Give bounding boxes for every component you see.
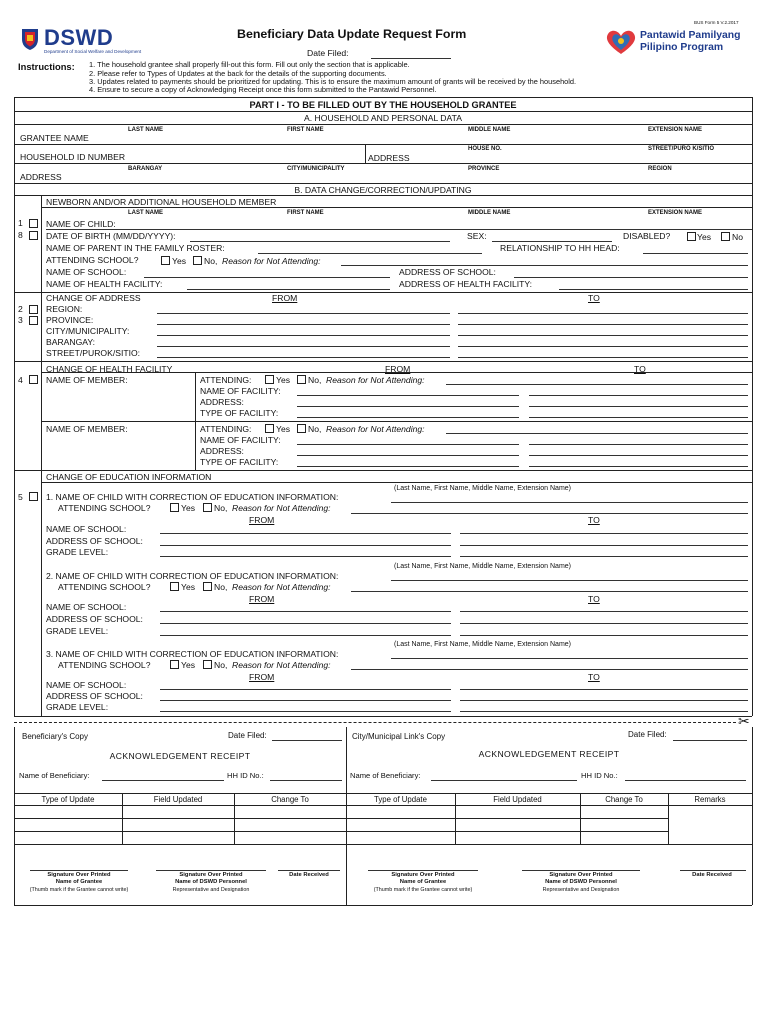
dswd-logo-subtitle: Department of Social Welfare and Development (44, 49, 142, 54)
relationship-field[interactable] (643, 253, 748, 254)
disabled-label: DISABLED? (623, 231, 671, 241)
health-yes-1-checkbox[interactable] (265, 375, 274, 384)
rule (14, 470, 752, 471)
edu-2-from-school[interactable] (160, 611, 451, 612)
health-from-facility-2[interactable] (297, 444, 519, 445)
addr-num-2: 2 (18, 304, 23, 314)
addr-checkbox-3[interactable] (29, 316, 38, 325)
health-reason-1-field[interactable] (446, 384, 748, 385)
receipt-right-col-remarks: Remarks (694, 795, 726, 804)
sub-region: REGION (648, 166, 672, 172)
sig-left-grantee-2: Name of Grantee (55, 879, 103, 885)
rule (14, 195, 752, 196)
date-received-right-line[interactable] (680, 870, 746, 871)
health-from-address-2[interactable] (297, 455, 519, 456)
edu-2-to-addr[interactable] (460, 623, 748, 624)
rule (14, 805, 346, 806)
receipt-left-title: ACKNOWLEDGEMENT RECEIPT (109, 751, 251, 761)
health-from-type-1[interactable] (297, 417, 519, 418)
rule (46, 229, 752, 230)
edu-2-yes-label: Yes (181, 582, 196, 592)
address-change-from: FROM (272, 293, 298, 303)
health-member-1-label: NAME OF MEMBER: (46, 375, 128, 385)
addr-health-field[interactable] (559, 289, 748, 290)
receipt-right-hhid-label: HH ID No.: (581, 771, 618, 780)
edu-2-grade-label: GRADE LEVEL: (46, 626, 109, 636)
edu-3-from: FROM (249, 672, 275, 682)
receipt-left-hhid-label: HH ID No.: (227, 771, 264, 780)
disabled-yes-checkbox[interactable] (687, 232, 696, 241)
pantawid-heart-icon (604, 28, 638, 56)
sub-city: CITY/MUNICIPALITY (287, 166, 345, 172)
education-num-5: 5 (18, 492, 23, 502)
edu-2-reason-label: Reason for Not Attending: (232, 582, 331, 592)
edu-1-from-grade[interactable] (160, 556, 451, 557)
edu-1-name-format: (Last Name, First Name, Middle Name, Extension Name) (394, 485, 571, 492)
edu-1-yes-checkbox[interactable] (170, 503, 179, 512)
rule (41, 482, 752, 483)
edu-2-from-grade[interactable] (160, 635, 451, 636)
addr-row-street: STREET/PUROK/SITIO: (46, 348, 141, 358)
address2-label: ADDRESS (20, 172, 62, 182)
addr-from-street[interactable] (157, 357, 450, 358)
addr-to-barangay[interactable] (458, 346, 748, 347)
health-to-facility-2[interactable] (529, 444, 748, 445)
health-checkbox-4[interactable] (29, 375, 38, 384)
sig-left-grantee-line[interactable] (30, 870, 128, 871)
rule (14, 111, 752, 112)
sig-left-personnel-1: Signature Over Printed (179, 872, 243, 878)
addr-from-barangay[interactable] (157, 346, 450, 347)
parent-field[interactable] (258, 253, 482, 254)
attending-yes-checkbox[interactable] (161, 256, 170, 265)
address-change-to: TO (588, 293, 600, 303)
instructions-label: Instructions: (18, 61, 75, 72)
edu-3-addr-label: ADDRESS OF SCHOOL: (46, 691, 143, 701)
edu-3-to-school[interactable] (460, 689, 748, 690)
rule (14, 361, 752, 362)
rule (14, 124, 752, 125)
nb-sub-middle: MIDDLE NAME (468, 210, 511, 216)
date-received-right-label: Date Received (692, 872, 732, 878)
edu-3-to: TO (588, 672, 600, 682)
education-checkbox-5[interactable] (29, 492, 38, 501)
receipt-right-name-label: Name of Beneficiary: (350, 771, 421, 780)
edu-3-child-label: 3. NAME OF CHILD WITH CORRECTION OF EDUCATION INFORMATION: (46, 649, 339, 659)
addr-to-city[interactable] (458, 335, 748, 336)
receipt-left-hhid-field[interactable] (270, 780, 342, 781)
edu-3-grade-label: GRADE LEVEL: (46, 702, 109, 712)
receipt-right-border (752, 727, 753, 905)
sub-middle-name: MIDDLE NAME (468, 127, 511, 133)
addr-row-barangay: BARANGAY: (46, 337, 96, 347)
edu-1-to: TO (588, 515, 600, 525)
health-facility-1-label: NAME OF FACILITY: (200, 386, 281, 396)
receipt-right-hhid-field[interactable] (625, 780, 746, 781)
sig-left-thumb-note: (Thumb mark if the Grantee cannot write) (29, 887, 129, 893)
sig-right-personnel-line[interactable] (522, 870, 640, 871)
attending-no-label: No, (204, 256, 218, 266)
addr-to-street[interactable] (458, 357, 748, 358)
disabled-no-checkbox[interactable] (721, 232, 730, 241)
health-yes-2-label: Yes (276, 424, 291, 434)
instruction-3: 3. Updates related to payments should be prioritized for updating. This is to ensure the maximum amount of grants will be received by the household. (89, 77, 577, 86)
rule (14, 844, 346, 845)
sig-right-grantee-line[interactable] (368, 870, 478, 871)
edu-1-to-addr[interactable] (460, 545, 748, 546)
edu-1-from-school[interactable] (160, 533, 451, 534)
health-yes-1-label: Yes (276, 375, 291, 385)
rule (14, 831, 346, 832)
edu-1-to-school[interactable] (460, 533, 748, 534)
addr-checkbox-2[interactable] (29, 305, 38, 314)
sub-province: PROVINCE (468, 166, 500, 172)
receipt-left-date-label: Date Filed: (228, 731, 267, 740)
health-address-1-label: ADDRESS: (200, 397, 244, 407)
edu-1-school-label: NAME OF SCHOOL: (46, 524, 127, 534)
health-member-2-label: NAME OF MEMBER: (46, 424, 128, 434)
number-column-divider (41, 195, 42, 716)
edu-3-reason-field[interactable] (351, 669, 748, 670)
sig-right-personnel-1: Signature Over Printed (549, 872, 613, 878)
date-received-left-label: Date Received (289, 872, 329, 878)
edu-3-name-format: (Last Name, First Name, Middle Name, Extension Name) (394, 641, 571, 648)
sig-left-grantee-1: Signature Over Printed (47, 872, 111, 878)
rule (346, 818, 668, 819)
edu-1-addr-label: ADDRESS OF SCHOOL: (46, 536, 143, 546)
sub-ext-name: EXTENSION NAME (648, 127, 703, 133)
health-change-title: CHANGE OF HEALTH FACILITY (46, 364, 173, 374)
rule (14, 163, 752, 164)
health-no-1-checkbox[interactable] (297, 375, 306, 384)
addr-from-region[interactable] (157, 313, 450, 314)
edu-3-school-label: NAME OF SCHOOL: (46, 680, 127, 690)
edu-3-to-addr[interactable] (460, 700, 748, 701)
address-change-title: CHANGE OF ADDRESS (46, 293, 141, 303)
receipt-left-date-field[interactable] (272, 740, 342, 741)
dswd-logo-mark (18, 27, 42, 51)
edu-3-to-grade[interactable] (460, 711, 748, 712)
section-a-title: A. HOUSEHOLD AND PERSONAL DATA (304, 113, 462, 123)
addr-from-city[interactable] (157, 335, 450, 336)
sig-right-rep-note: Representative and Designation (542, 887, 620, 893)
receipt-right-col-type: Type of Update (374, 795, 427, 804)
section-b-title: B. DATA CHANGE/CORRECTION/UPDATING (294, 185, 472, 195)
health-reason-1-label: Reason for Not Attending: (326, 375, 425, 385)
receipt-left-col-type: Type of Update (41, 795, 95, 804)
dob-field[interactable] (190, 241, 450, 242)
edu-2-child-label: 2. NAME OF CHILD WITH CORRECTION OF EDUCATION INFORMATION: (46, 571, 339, 581)
rule (346, 793, 752, 794)
parent-label: NAME OF PARENT IN THE FAMILY ROSTER: (46, 243, 225, 253)
edu-3-no-checkbox[interactable] (203, 660, 212, 669)
instruction-4: 4. Ensure to secure a copy of Acknowledging Receipt once this form submitted to the Pantawid Personnel. (89, 85, 437, 94)
pantawid-line1: Pantawid Pamilyang (640, 30, 741, 41)
rule (41, 372, 752, 373)
rule (14, 793, 346, 794)
rule (346, 844, 752, 845)
edu-3-reason-label: Reason for Not Attending: (232, 660, 331, 670)
sex-field[interactable] (492, 241, 612, 242)
attending-label: ATTENDING SCHOOL? (46, 255, 139, 265)
sub-last-name: LAST NAME (128, 127, 163, 133)
edu-3-no-label: No, (214, 660, 228, 670)
health-change-to: TO (634, 364, 646, 374)
health-num-4: 4 (18, 375, 23, 385)
edu-2-reason-field[interactable] (351, 591, 748, 592)
health-to-type-2[interactable] (529, 466, 748, 467)
receipt-right-col-change: Change To (605, 795, 643, 804)
dswd-logo-text: DSWD (44, 25, 114, 50)
edu-1-reason-label: Reason for Not Attending: (232, 503, 331, 513)
household-id-label: HOUSEHOLD ID NUMBER (20, 152, 126, 162)
edu-2-to: TO (588, 594, 600, 604)
edu-1-child-field[interactable] (391, 502, 748, 503)
rule (14, 818, 346, 819)
cut-line (14, 722, 736, 723)
health-type-2-label: TYPE OF FACILITY: (200, 457, 279, 467)
edu-2-yes-checkbox[interactable] (170, 582, 179, 591)
nb-checkbox-1[interactable] (29, 219, 38, 228)
newborn-title: NEWBORN AND/OR ADDITIONAL HOUSEHOLD MEMBER (46, 197, 277, 207)
nb-sub-ext: EXTENSION NAME (648, 210, 703, 216)
nb-num-8: 8 (18, 230, 23, 240)
health-to-address-1[interactable] (529, 406, 748, 407)
nb-checkbox-8[interactable] (29, 231, 38, 240)
health-to-facility-1[interactable] (529, 395, 748, 396)
addr-row-region: REGION: (46, 304, 83, 314)
sig-left-rep-note: Representative and Designation (172, 887, 250, 893)
education-change-title: CHANGE OF EDUCATION INFORMATION (46, 472, 212, 482)
receipt-bottom-border (14, 905, 752, 906)
receipt-right-col-field: Field Updated (493, 795, 542, 804)
disabled-no-label: No (732, 232, 743, 242)
frame-top-border (14, 97, 752, 98)
edu-1-reason-field[interactable] (351, 513, 748, 514)
pantawid-line2: Pilipino Program (640, 42, 724, 53)
health-from-facility-1[interactable] (297, 395, 519, 396)
edu-2-name-format: (Last Name, First Name, Middle Name, Extension Name) (394, 563, 571, 570)
edu-1-no-checkbox[interactable] (203, 503, 212, 512)
scissors-icon: ✂ (738, 713, 750, 729)
addr-school-field[interactable] (514, 277, 748, 278)
attending-reason-field[interactable] (341, 265, 748, 266)
grantee-name-label: GRANTEE NAME (20, 133, 89, 143)
link-copy-label: City/Municipal Link's Copy (352, 732, 446, 741)
edu-1-child-label: 1. NAME OF CHILD WITH CORRECTION OF EDUCATION INFORMATION: (46, 492, 339, 502)
addr-row-city: CITY/MUNICIPALITY: (46, 326, 130, 336)
sig-right-grantee-1: Signature Over Printed (391, 872, 455, 878)
disabled-yes-label: Yes (697, 232, 712, 242)
receipt-left-col-change: Change To (271, 795, 309, 804)
attending-reason-label: Reason for Not Attending: (222, 256, 321, 266)
receipt-left-col-field: Field Updated (153, 795, 203, 804)
health-to-type-1[interactable] (529, 417, 748, 418)
relationship-label: RELATIONSHIP TO HH HEAD: (500, 243, 620, 253)
attending-yes-label: Yes (172, 256, 187, 266)
edu-2-to-grade[interactable] (460, 635, 748, 636)
sig-left-personnel-2: Name of DSWD Personnel (175, 879, 247, 885)
sub-street: STREET/PURO K/SITIO (648, 146, 715, 152)
edu-1-from: FROM (249, 515, 275, 525)
addr-to-province[interactable] (458, 324, 748, 325)
health-attending-1-label: ATTENDING: (200, 375, 252, 385)
dob-label: DATE OF BIRTH (MM/DD/YYYY): (46, 231, 176, 241)
school-label: NAME OF SCHOOL: (46, 267, 127, 277)
edu-2-from: FROM (249, 594, 275, 604)
sig-left-personnel-line[interactable] (156, 870, 266, 871)
edu-2-to-school[interactable] (460, 611, 748, 612)
address-label: ADDRESS (368, 153, 410, 163)
rule (14, 144, 752, 145)
health-address-2-label: ADDRESS: (200, 446, 244, 456)
sub-first-name: FIRST NAME (287, 127, 324, 133)
health-from-address-1[interactable] (297, 406, 519, 407)
addr-row-province: PROVINCE: (46, 315, 94, 325)
school-field[interactable] (144, 277, 390, 278)
nb-num-1: 1 (18, 218, 23, 228)
rule (346, 805, 752, 806)
rule (41, 421, 752, 422)
edu-2-no-checkbox[interactable] (203, 582, 212, 591)
frame-right-border (752, 97, 753, 716)
rule (346, 831, 668, 832)
health-type-1-label: TYPE OF FACILITY: (200, 408, 279, 418)
nb-sub-first: FIRST NAME (287, 210, 324, 216)
edu-3-from-addr[interactable] (160, 700, 451, 701)
edu-1-attending-label: ATTENDING SCHOOL? (58, 503, 151, 513)
receipt-right-date-field[interactable] (673, 740, 747, 741)
sig-right-personnel-2: Name of DSWD Personnel (545, 879, 617, 885)
addr-to-region[interactable] (458, 313, 748, 314)
receipt-right-date-label: Date Filed: (628, 730, 667, 739)
addr-school-label: ADDRESS OF SCHOOL: (399, 267, 496, 277)
beneficiary-copy-label: Beneficiary's Copy (22, 732, 88, 741)
attending-no-checkbox[interactable] (193, 256, 202, 265)
health-change-from: FROM (385, 364, 411, 374)
addr-from-province[interactable] (157, 324, 450, 325)
health-reason-2-field[interactable] (446, 433, 748, 434)
form-code: BUS Form 5 V.2.2017 (694, 20, 739, 25)
sig-right-grantee-2: Name of Grantee (399, 879, 447, 885)
sub-house-no: HOUSE NO. (468, 146, 502, 152)
rule (14, 183, 752, 184)
edu-3-yes-checkbox[interactable] (170, 660, 179, 669)
edu-3-from-school[interactable] (160, 689, 451, 690)
edu-2-attending-label: ATTENDING SCHOOL? (58, 582, 151, 592)
health-field[interactable] (187, 289, 390, 290)
health-facility-2-label: NAME OF FACILITY: (200, 435, 281, 445)
edu-2-school-label: NAME OF SCHOOL: (46, 602, 127, 612)
instruction-1: 1. The household grantee shall properly fill-out this form. Fill out only the section that is applicable. (89, 60, 410, 69)
edu-2-from-addr[interactable] (160, 623, 451, 624)
instruction-2: 2. Please refer to Types of Updates at the back for the details of the supporting documents. (89, 69, 387, 78)
health-no-2-label: No, (308, 424, 322, 434)
date-filed-field[interactable] (371, 58, 451, 59)
edu-2-no-label: No, (214, 582, 228, 592)
date-received-left-line[interactable] (278, 870, 340, 871)
receipt-right-title: ACKNOWLEDGEMENT RECEIPT (478, 749, 620, 759)
edu-2-child-field[interactable] (391, 580, 748, 581)
health-from-type-2[interactable] (297, 466, 519, 467)
health-reason-2-label: Reason for Not Attending: (326, 424, 425, 434)
receipt-left-name-field[interactable] (102, 780, 224, 781)
sub-barangay: BARANGAY (128, 166, 163, 172)
addr-health-label: ADDRESS OF HEALTH FACILITY: (399, 279, 533, 289)
sex-label: SEX: (467, 231, 487, 241)
sig-right-thumb-note: (Thumb mark if the Grantee cannot write) (373, 887, 473, 893)
edu-1-grade-label: GRADE LEVEL: (46, 547, 109, 557)
health-no-1-label: No, (308, 375, 322, 385)
health-to-address-2[interactable] (529, 455, 748, 456)
name-of-child-label: NAME OF CHILD: (46, 219, 116, 229)
edu-2-addr-label: ADDRESS OF SCHOOL: (46, 614, 143, 624)
frame-bottom-border (14, 716, 752, 717)
part1-title: PART I - TO BE FILLED OUT BY THE HOUSEHOLD GRANTEE (249, 100, 517, 110)
rule (41, 207, 752, 208)
rule (365, 144, 366, 163)
edu-3-child-field[interactable] (391, 658, 748, 659)
edu-3-from-grade[interactable] (160, 711, 451, 712)
health-label: NAME OF HEALTH FACILITY: (46, 279, 163, 289)
edu-3-attending-label: ATTENDING SCHOOL? (58, 660, 151, 670)
edu-1-to-grade[interactable] (460, 556, 748, 557)
edu-3-yes-label: Yes (181, 660, 196, 670)
edu-1-no-label: No, (214, 503, 228, 513)
health-attending-2-label: ATTENDING: (200, 424, 252, 434)
addr-num-3: 3 (18, 315, 23, 325)
health-no-2-checkbox[interactable] (297, 424, 306, 433)
date-filed-label: Date Filed: (307, 48, 349, 58)
receipt-left-name-label: Name of Beneficiary: (19, 771, 90, 780)
edu-1-from-addr[interactable] (160, 545, 451, 546)
edu-1-yes-label: Yes (181, 503, 196, 513)
form-title: Beneficiary Data Update Request Form (237, 27, 467, 41)
receipt-right-name-field[interactable] (431, 780, 577, 781)
nb-sub-last: LAST NAME (128, 210, 163, 216)
health-yes-2-checkbox[interactable] (265, 424, 274, 433)
